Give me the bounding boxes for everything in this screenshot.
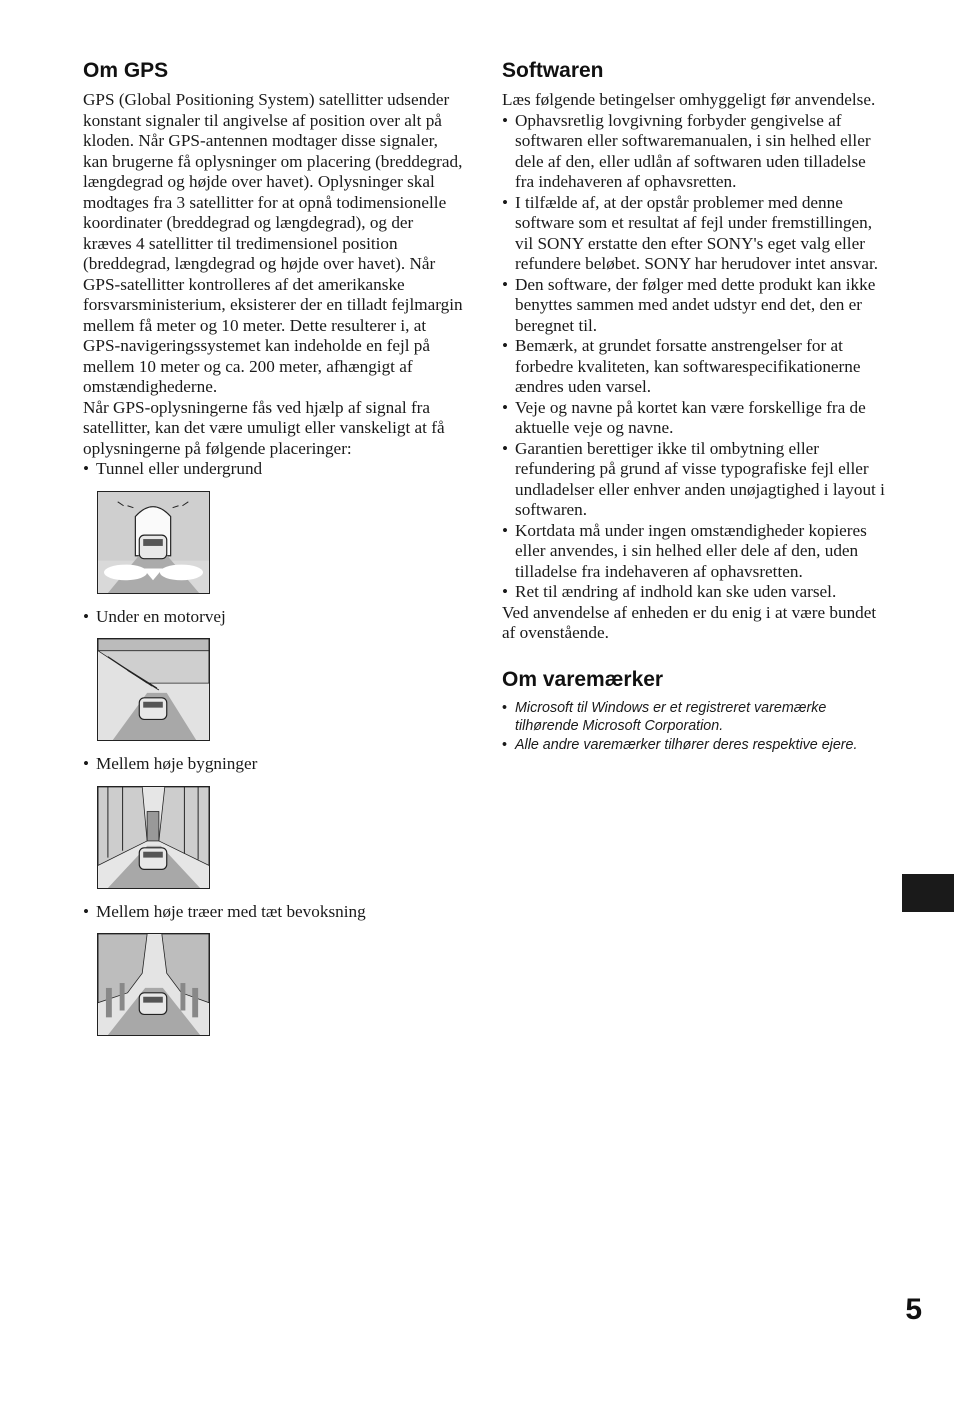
gps-paragraph-1: GPS (Global Positioning System) satellitter udsender konstant signaler til angivelse af position over alt på kloden. Når GPS-antennen modtager disse signaler, kan brugerne få oplysninger om placering (breddegrad, længdegrad og højde over havet). Oplysninger skal modtages fra 3 satellitter for at opnå todimensionelle koordinater (breddegrad og længdegrad), og der kræves 4 satellitter til tredimensionel position (breddegrad, længdegrad og højde over havet). Når GPS-satellitter kontrolleres af det amerikanske forsvarsministerium, eksisterer der en tilladt fejlmargin mellem få meter og 10 meter. Dette resulterer i, at GPS-navigeringssystemet kan indeholde en fejl på mellem 10 meter og ca. 200 meter, afhængigt af omstændighederne. xyxy=(83,90,463,396)
list-item: • Microsoft til Windows er et registreret varemærke tilhørende Microsoft Corporation. xyxy=(502,699,887,736)
list-item: • Ret til ændring af indhold kan ske uden varsel. xyxy=(502,582,887,603)
list-item: • Veje og navne på kortet kan være forskellige fra de aktuelle veje og navne. xyxy=(502,398,887,439)
left-column xyxy=(83,58,463,1049)
location-label: Under en motorvej xyxy=(96,606,226,626)
section-title-trademarks: Om varemærker xyxy=(502,667,664,691)
section-tab-marker xyxy=(902,874,954,912)
location-item-tunnel: • Tunnel eller undergrund xyxy=(83,459,263,478)
section-title-gps: Om GPS xyxy=(83,59,169,82)
list-item: • I tilfælde af, at der opstår problemer med denne software som et resultat af fejl under fremstillingen, vil SONY erstatte den efter SONY's eget valg eller refundere beløbet. SONY har herudover intet ansvar. xyxy=(502,193,887,275)
trees-illustration xyxy=(97,933,210,1036)
list-item: • Kortdata må under ingen omstændigheder kopieres eller anvendes, i sin helhed eller dele af den, uden tilladelse fra indehaveren af ophavsretten. xyxy=(502,521,887,583)
trademarks-list xyxy=(502,699,887,755)
software-closing: Ved anvendelse af enheden er du enig i at være bundet af ovenstående. xyxy=(502,602,877,642)
list-item: • Garantien berettiger ikke til ombytning eller refundering på grund af visse typografiske fejl eller undladelser eller enhver anden unøjagtighed i layout i softwaren. xyxy=(502,439,887,521)
location-label: Tunnel eller undergrund xyxy=(96,459,263,478)
location-label: Mellem høje træer med tæt bevoksning xyxy=(96,901,366,921)
software-intro: Læs følgende betingelser omhyggeligt før anvendelse. xyxy=(502,90,876,109)
software-conditions-list xyxy=(502,111,887,603)
right-column xyxy=(502,58,887,754)
page-number: 5 xyxy=(905,1293,922,1326)
location-item-trees: • Mellem høje træer med tæt bevoksning xyxy=(83,901,366,921)
buildings-illustration xyxy=(97,786,210,889)
tunnel-illustration xyxy=(97,491,210,594)
section-title-software: Softwaren xyxy=(502,59,604,82)
list-item: • Den software, der følger med dette produkt kan ikke benyttes sammen med andet udstyr end det, den er beregnet til. xyxy=(502,275,887,337)
gps-paragraph-2: Når GPS-oplysningerne fås ved hjælp af signal fra satellitter, kan det være umuligt eller vanskeligt at få oplysningerne på følgende placeringer: xyxy=(83,397,445,458)
location-item-buildings: • Mellem høje bygninger xyxy=(83,754,258,773)
list-item: • Bemærk, at grundet forsatte anstrengelser for at forbedre kvaliteten, kan softwarespecifikationerne ændres uden varsel. xyxy=(502,336,887,398)
list-item: • Ophavsretlig lovgivning forbyder gengivelse af softwaren eller softwaremanualen, i sin helhed eller dele af den, eller udlån af softwaren uden tilladelse fra indehaveren af ophavsretten. xyxy=(502,111,887,193)
location-label: Mellem høje bygninger xyxy=(96,754,258,773)
location-item-highway: • Under en motorvej xyxy=(83,606,226,626)
list-item: • Alle andre varemærker tilhører deres respektive ejere. xyxy=(502,736,887,755)
highway-illustration xyxy=(97,638,210,741)
